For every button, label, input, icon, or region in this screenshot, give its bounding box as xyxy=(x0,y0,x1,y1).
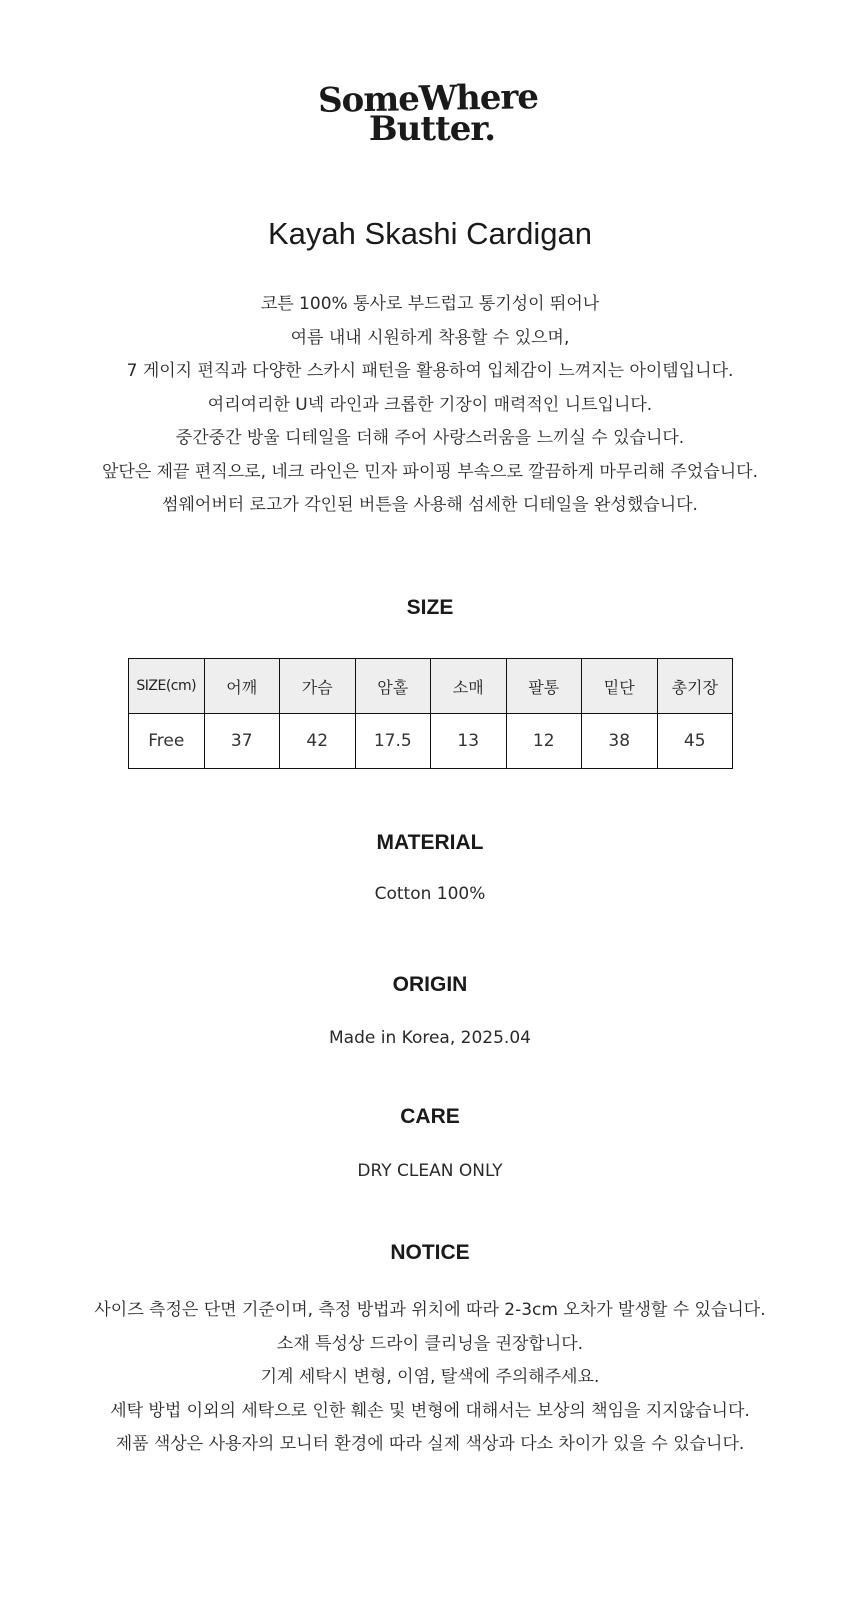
brand-logo-line-1: SomeWhere xyxy=(317,77,539,121)
size-cell: 37 xyxy=(204,714,280,769)
description-line: 썸웨어버터 로고가 각인된 버튼을 사용해 섬세한 디테일을 완성했습니다. xyxy=(162,495,698,515)
notice-heading: NOTICE xyxy=(390,1241,470,1264)
size-header-cell: 팔통 xyxy=(506,659,582,714)
size-heading: SIZE xyxy=(406,596,454,619)
size-cell: 12 xyxy=(506,714,582,769)
notice-list xyxy=(0,1294,860,1462)
size-header-cell: 암홀 xyxy=(355,659,431,714)
size-header-cell: 밑단 xyxy=(582,659,658,714)
description-line: 여름 내내 시원하게 착용할 수 있으며, xyxy=(290,327,570,348)
notice-line: 세탁 방법 이외의 세탁으로 인한 훼손 및 변형에 대해서는 보상의 책임을 지지않습니다. xyxy=(110,1400,750,1421)
care-text: DRY CLEAN ONLY xyxy=(357,1161,503,1181)
size-cell: 38 xyxy=(582,714,658,769)
brand-logo xyxy=(0,77,860,149)
product-description xyxy=(0,288,860,523)
table-row xyxy=(129,714,733,769)
size-cell: 45 xyxy=(657,714,733,769)
description-line: 7 게이지 편직과 다양한 스카시 패턴을 활용하여 입체감이 느껴지는 아이템입니다. xyxy=(126,361,734,381)
size-cell: 17.5 xyxy=(355,714,431,769)
size-cell: 13 xyxy=(431,714,507,769)
notice-line: 제품 색상은 사용자의 모니터 환경에 따라 실제 색상과 다소 차이가 있을 수 있습니다. xyxy=(115,1434,745,1454)
brand-logo-line-2: Butter. xyxy=(368,109,496,149)
description-line: 여리여리한 U넥 라인과 크롭한 기장이 매력적인 니트입니다. xyxy=(207,394,653,415)
description-line: 코튼 100% 통사로 부드럽고 통기성이 뛰어나 xyxy=(260,294,600,314)
size-header-cell: 어깨 xyxy=(204,659,280,714)
notice-line: 사이즈 측정은 단면 기준이며, 측정 방법과 위치에 따라 2-3cm 오차가 발생할 수 있습니다. xyxy=(94,1300,766,1320)
size-table xyxy=(128,658,733,769)
size-table-header-row xyxy=(129,659,733,714)
material-text: Cotton 100% xyxy=(374,884,486,904)
description-line: 앞단은 제끝 편직으로, 네크 라인은 민자 파이핑 부속으로 깔끔하게 마무리해 주었습니다. xyxy=(101,461,759,482)
size-cell: Free xyxy=(129,714,205,769)
care-heading: CARE xyxy=(400,1105,460,1128)
size-cell: 42 xyxy=(280,714,356,769)
origin-heading: ORIGIN xyxy=(392,973,468,996)
product-title: Kayah Skashi Cardigan xyxy=(268,216,592,251)
size-header-cell: SIZE(cm) xyxy=(129,659,205,714)
size-header-cell: 가슴 xyxy=(280,659,356,714)
notice-line: 기계 세탁시 변형, 이염, 탈색에 주의해주세요. xyxy=(260,1367,600,1387)
description-line: 중간중간 방울 디테일을 더해 주어 사랑스러움을 느끼실 수 있습니다. xyxy=(175,428,685,448)
notice-line: 소재 특성상 드라이 클리닝을 권장합니다. xyxy=(276,1333,584,1354)
size-header-cell: 총기장 xyxy=(657,659,733,714)
origin-text: Made in Korea, 2025.04 xyxy=(329,1028,531,1048)
size-header-cell: 소매 xyxy=(431,659,507,714)
material-heading: MATERIAL xyxy=(376,831,484,854)
